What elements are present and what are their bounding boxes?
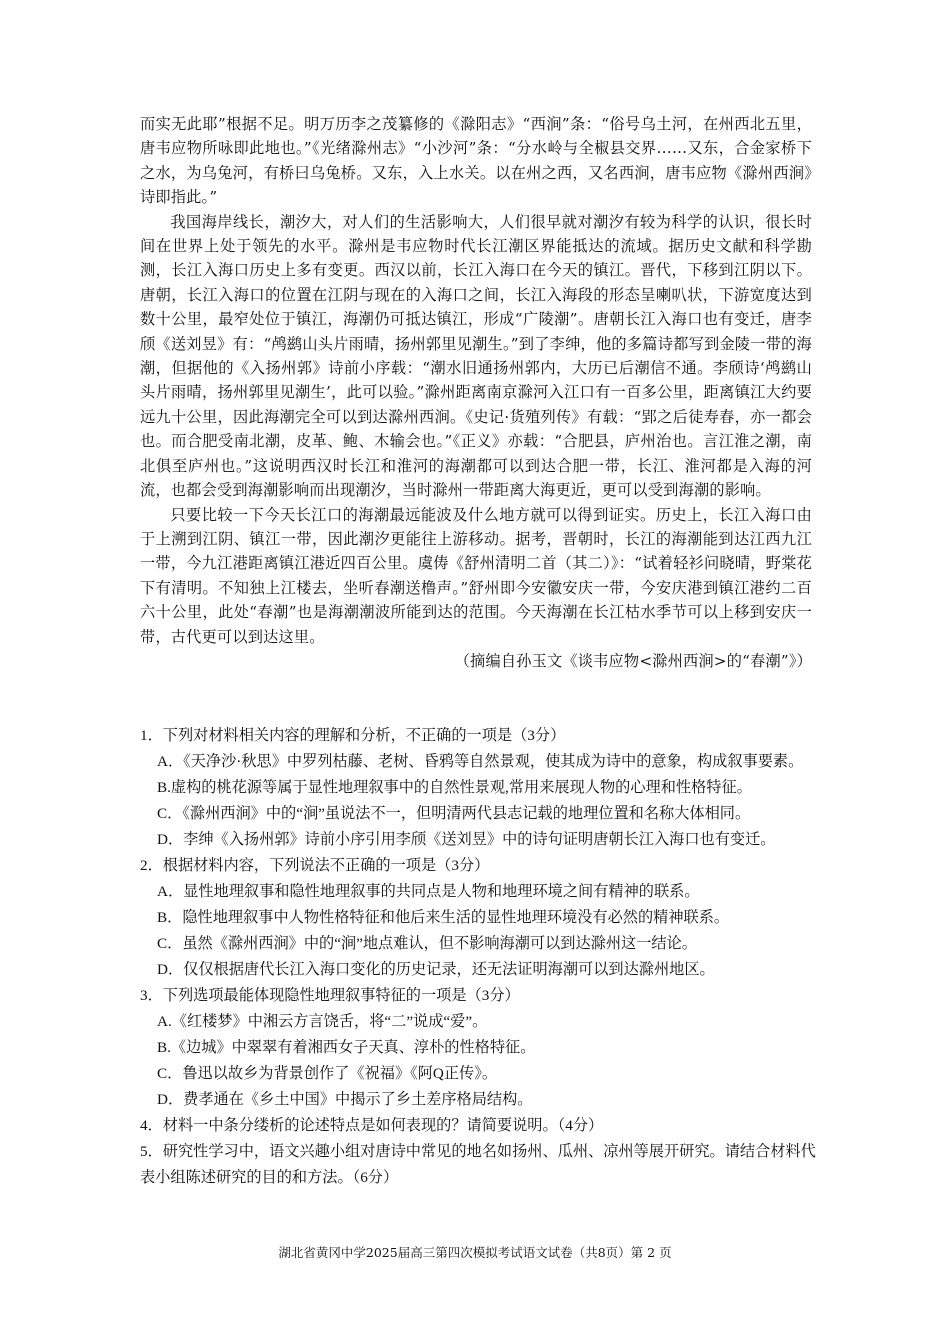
question-2-option-c: C．虽然《滁州西涧》中的“涧”地点难认，但不影响海潮可以到达滁州这一结论。 (157, 935, 697, 952)
question-2-option-a: A．显性地理叙事和隐性地理叙事的共同点是人物和地理环境之间有精神的联系。 (157, 883, 700, 900)
question-3-stem: 3．下列选项最能体现隐性地理叙事特征的一项是（3分） (140, 987, 520, 1004)
question-3-option-a: A.《红楼梦》中湘云方言饶舌，将“二”说成“爱”。 (157, 1013, 488, 1030)
question-1-option-a: A．《天净沙·秋思》中罗列枯藤、老树、昏鸦等自然景观，使其成为诗中的意象，构成叙事要素。 (157, 753, 804, 770)
passage-source: （摘编自孙玉文《谈韦应物<滁州西涧>的“春潮”》） (454, 651, 812, 670)
passage-paragraph-3: 只要比较一下今天长江口的海潮最远能波及什么地方就可以得到证实。历史上，长江入海口由于上溯到江阴、镇江一带，因此潮汐更能往上游移动。据考，晋朝时，长江的海潮能到达江西九江一带，今九江港距离镇江港近四百公里。虞俦《舒州清明二首（其二）》：“试着轻衫问晓晴，野棠花下有清明。不知独上江楼去，坐听春潮送橹声。”舒州即今安徽安庆一带，今安庆港到镇江港约二百六十公里，此处“春潮”也是海潮潮波所能到达的范围。今天海潮在长江枯水季节可以上移到安庆一带，古代更可以到达这里。 (140, 505, 812, 646)
question-1-option-c: C．《滁州西涧》中的“涧”虽说法不一，但明清两代县志记载的地理位置和名称大体相同。 (157, 805, 751, 822)
question-3-option-c: C．鲁迅以故乡为背景创作了《祝福》《阿Q正传》。 (157, 1065, 498, 1082)
question-2-stem: 2．根据材料内容，下列说法不正确的一项是（3分） (140, 857, 490, 874)
passage-paragraph-2: 我国海岸线长，潮汐大，对人们的生活影响大，人们很早就对潮汐有较为科学的认识，很长时间在世界上处于领先的水平。滁州是韦应物时代长江潮区界能抵达的流域。据历史文献和科学勘测，长江入海口历史上多有变更。西汉以前，长江入海口在今天的镇江。晋代，下移到江阴以下。唐朝，长江入海口的位置在江阴与现在的入海口之间，长江入海段的形态呈喇叭状，下游宽度达到数十公里，最窄处位于镇江，海潮仍可抵达镇江，形成“广陵潮”。唐朝长江入海口也有变迁，唐李颀《送刘昱》有：“鸬鹚山头片雨晴，扬州郭里见潮生。”到了李绅，他的多篇诗都写到金陵一带的海潮，但据他的《入扬州郭》诗前小序载：“潮水旧通扬州郭内，大历已后潮信不通。李颀诗‘鸬鹚山头片雨晴，扬州郭里见潮生’，此可以验。”滁州距离南京滁河入江口有一百多公里，距离镇江大约要远九十公里，因此海潮完全可以到达滁州西涧。《史记·货殖列传》有载：“郢之后徒寿春，亦一都会也。而合肥受南北潮，皮革、鲍、木输会也。”《正义》亦载：“合肥县，庐州治也。言江淮之潮，南北俱至庐州也。”这说明西汉时长江和淮河的海潮都可以到达合肥一带，长江、淮河都是入海的河流，也都会受到海潮影响而出现潮汐，当时滁州一带距离大海更近，更可以受到海潮的影响。 (140, 212, 812, 500)
question-2-option-d: D．仅仅根据唐代长江入海口变化的历史记录，还无法证明海潮可以到达滁州地区。 (157, 961, 715, 978)
question-3-option-d: D．费孝通在《乡土中国》中揭示了乡土差序格局结构。 (157, 1091, 533, 1108)
question-3-option-b: B.《边城》中翠翠有着湘西女子天真、淳朴的性格特征。 (157, 1039, 536, 1056)
reading-passage (140, 112, 812, 673)
question-2-option-b: B．隐性地理叙事中人物性格特征和他后来生活的显性地理环境没有必然的精神联系。 (157, 909, 730, 926)
passage-paragraph-1: 而实无此耶”根据不足。明万历李之茂纂修的《滁阳志》“西涧”条：“俗号乌土河，在州西北五里，唐韦应物所咏即此地也。”《光绪滁州志》“小沙河”条：“分水岭与全椒县交界……又东，合金家桥下之水，为乌兔河，有桥曰乌兔桥。又东，入上水关。以在州之西，又名西涧，唐韦应物《滁州西涧》诗即指此。” (140, 115, 812, 207)
question-1-stem: 1．下列对材料相关内容的理解和分析，不正确的一项是（3分） (140, 727, 566, 744)
question-5-stem: 5．研究性学习中，语文兴趣小组对唐诗中常见的地名如扬州、瓜州、凉州等展开研究。请结合材料代表小组陈述研究的目的和方法。（6分） (140, 1143, 816, 1186)
page-footer: 湖北省黄冈中学2025届高三第四次模拟考试语文试卷（共8页）第 2 页 (278, 1245, 672, 1260)
question-list (140, 723, 820, 1191)
question-4-stem: 4．材料一中条分缕析的论述特点是如何表现的？请简要说明。（4分） (140, 1117, 604, 1134)
question-1-option-d: D．李绅《入扬州郭》诗前小序引用李颀《送刘昱》中的诗句证明唐朝长江入海口也有变迁。 (157, 831, 776, 848)
question-1-option-b: B.虚构的桃花源等属于显性地理叙事中的自然性景观,常用来展现人物的心理和性格特征。 (157, 779, 752, 796)
